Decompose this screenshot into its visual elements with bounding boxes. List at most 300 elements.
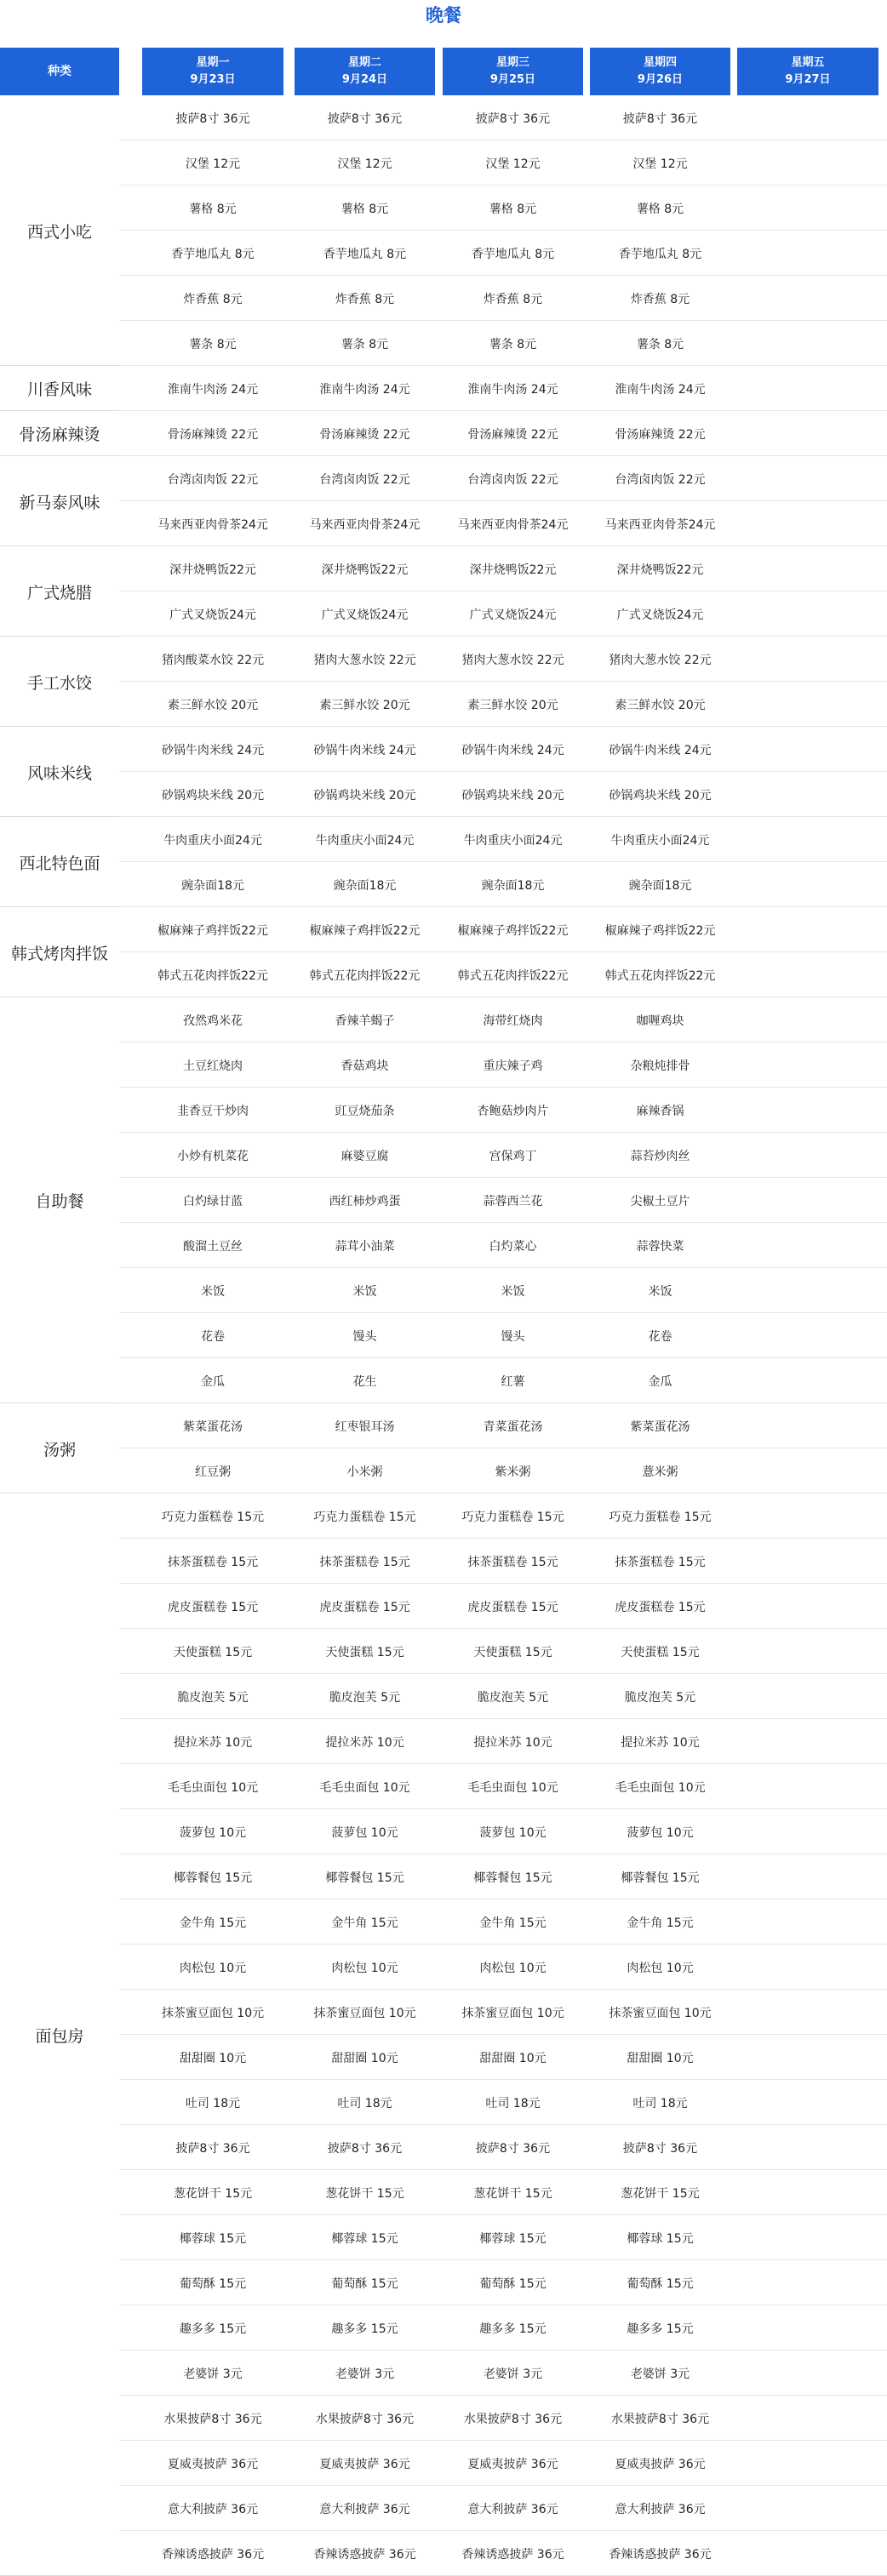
menu-item: 意大利披萨 36元 (615, 2502, 706, 2516)
menu-item: 西红柿炒鸡蛋 (329, 1194, 401, 1208)
menu-item: 汉堡 12元 (337, 157, 392, 171)
menu-item: 抹茶蜜豆面包 10元 (609, 2006, 712, 2020)
menu-item: 水果披萨8寸 36元 (463, 2412, 563, 2426)
menu-item: 猪肉大葱水饺 22元 (313, 653, 416, 667)
menu-item: 脆皮泡芙 5元 (477, 1690, 549, 1705)
menu-item: 金牛角 15元 (479, 1916, 547, 1930)
menu-item: 毛毛虫面包 10元 (467, 1780, 558, 1795)
menu-item: 毛毛虫面包 10元 (319, 1780, 410, 1795)
menu-item: 葱花饼干 15元 (621, 2186, 700, 2201)
menu-item: 猪肉大葱水饺 22元 (461, 653, 564, 667)
menu-item: 抹茶蜜豆面包 10元 (161, 2006, 265, 2020)
category-label: 自助餐 (35, 1192, 84, 1211)
menu-item: 素三鲜水饺 20元 (319, 698, 410, 712)
menu-item: 香辣诱惑披萨 36元 (161, 2547, 265, 2562)
menu-item: 意大利披萨 36元 (167, 2502, 259, 2516)
menu-item: 香辣诱惑披萨 36元 (461, 2547, 564, 2562)
menu-item: 吐司 18元 (337, 2096, 392, 2110)
table-row (0, 1674, 887, 1719)
table-row (0, 1448, 887, 1494)
menu-item: 香菇鸡块 (340, 1059, 389, 1073)
table-row (0, 2350, 887, 2396)
menu-item: 菠萝包 10元 (479, 1825, 547, 1840)
menu-item: 椒麻辣子鸡拌饭22元 (604, 923, 716, 938)
menu-item: 重庆辣子鸡 (483, 1059, 543, 1073)
table-row (0, 817, 887, 862)
table-row (0, 2170, 887, 2215)
table-row (0, 1042, 887, 1088)
menu-item: 老婆饼 3元 (483, 2367, 543, 2381)
menu-item: 素三鲜水饺 20元 (467, 698, 558, 712)
menu-item: 葡萄酥 15元 (331, 2276, 398, 2291)
menu-item: 吐司 18元 (485, 2096, 541, 2110)
menu-item: 趣多多 15元 (331, 2322, 398, 2336)
header-category-label: 种类 (48, 65, 72, 78)
category-label: 广式烧腊 (26, 583, 92, 603)
table-row (0, 1629, 887, 1674)
menu-item: 砂锅鸡块米线 20元 (313, 788, 416, 803)
menu-item: 小米粥 (346, 1465, 383, 1479)
menu-item: 花生 (352, 1374, 377, 1389)
table-row (0, 2396, 887, 2441)
table-row (0, 952, 887, 997)
menu-item: 薯条 8元 (340, 337, 389, 351)
menu-item: 豇豆烧茄条 (335, 1104, 395, 1118)
menu-item: 宫保鸡丁 (489, 1149, 537, 1163)
menu-item: 抹茶蛋糕卷 15元 (467, 1555, 558, 1569)
table-row (0, 772, 887, 817)
menu-item: 猪肉大葱水饺 22元 (609, 653, 712, 667)
menu-item: 披萨8寸 36元 (475, 2141, 551, 2156)
menu-item: 趣多多 15元 (179, 2322, 247, 2336)
table-row (0, 501, 887, 546)
category-label: 面包房 (35, 2026, 84, 2046)
menu-item: 炸香蕉 8元 (335, 292, 395, 306)
menu-item: 花卷 (648, 1329, 672, 1344)
menu-item: 牛肉重庆小面24元 (610, 833, 710, 848)
table-row (0, 907, 887, 952)
menu-item: 意大利披萨 36元 (467, 2502, 558, 2516)
menu-item: 马来西亚肉骨茶24元 (604, 517, 716, 532)
table-row (0, 637, 887, 682)
menu-item: 砂锅牛肉米线 24元 (609, 743, 712, 757)
table-row (0, 1719, 887, 1764)
table-row (0, 727, 887, 772)
menu-item: 豌杂面18元 (333, 878, 397, 893)
menu-item: 肉松包 10元 (627, 1961, 694, 1975)
menu-item: 馒头 (501, 1329, 525, 1344)
header-weekday: 星期一 (196, 56, 230, 69)
menu-item: 葱花饼干 15元 (325, 2186, 404, 2201)
menu-item: 韩式五花肉拌饭22元 (309, 968, 421, 983)
menu-item: 蒜蓉西兰花 (483, 1194, 543, 1208)
header-date: 9月25日 (489, 73, 536, 86)
menu-item: 广式叉烧饭24元 (321, 608, 409, 622)
menu-item: 炸香蕉 8元 (483, 292, 543, 306)
menu-item: 香芋地瓜丸 8元 (323, 247, 407, 261)
table-row (0, 1178, 887, 1223)
table-row (0, 1223, 887, 1268)
category-label: 骨汤麻辣烫 (19, 426, 100, 444)
menu-item: 虎皮蛋糕卷 15元 (467, 1600, 558, 1614)
table-row (0, 276, 887, 321)
menu-item: 汉堡 12元 (185, 157, 241, 171)
table-row (0, 321, 887, 366)
menu-item: 砂锅鸡块米线 20元 (609, 788, 712, 803)
menu-item: 天使蛋糕 15元 (173, 1645, 253, 1659)
menu-item: 提拉米苏 10元 (173, 1735, 253, 1750)
menu-item: 薯条 8元 (636, 337, 684, 351)
menu-item: 汉堡 12元 (485, 157, 541, 171)
table-row (0, 1358, 887, 1403)
menu-item: 酸溜土豆丝 (183, 1239, 243, 1254)
menu-item: 淮南牛肉汤 24元 (467, 382, 558, 397)
menu-item: 韩式五花肉拌饭22元 (604, 968, 716, 983)
menu-item: 披萨8寸 36元 (622, 111, 698, 126)
category-label: 手工水饺 (26, 673, 92, 693)
menu-item: 白灼绿甘蓝 (183, 1194, 243, 1208)
menu-item: 甜甜圈 10元 (479, 2051, 547, 2065)
category-label: 川香风味 (26, 380, 92, 399)
menu-item: 夏威夷披萨 36元 (167, 2457, 259, 2471)
menu-item: 薯格 8元 (636, 202, 684, 216)
menu-item: 海带红烧肉 (483, 1014, 543, 1028)
menu-item: 椒麻辣子鸡拌饭22元 (309, 923, 421, 938)
menu-item: 砂锅牛肉米线 24元 (313, 743, 416, 757)
table-row (0, 1809, 887, 1854)
menu-item: 抹茶蜜豆面包 10元 (461, 2006, 564, 2020)
menu-item: 薏米粥 (642, 1465, 678, 1479)
menu-item: 炸香蕉 8元 (183, 292, 243, 306)
menu-item: 砂锅鸡块米线 20元 (461, 788, 564, 803)
menu-item: 韩式五花肉拌饭22元 (157, 968, 268, 983)
table-header (0, 48, 887, 95)
menu-item: 土豆红烧肉 (183, 1059, 243, 1073)
menu-item: 花卷 (201, 1329, 225, 1344)
menu-item: 脆皮泡芙 5元 (624, 1690, 696, 1705)
menu-item: 天使蛋糕 15元 (473, 1645, 552, 1659)
menu-item: 香芋地瓜丸 8元 (618, 247, 702, 261)
menu-item: 台湾卤肉饭 22元 (167, 472, 259, 487)
menu-item: 台湾卤肉饭 22元 (467, 472, 558, 487)
menu-item: 提拉米苏 10元 (473, 1735, 552, 1750)
menu-item: 小炒有机菜花 (177, 1149, 249, 1163)
menu-item: 红豆粥 (195, 1465, 231, 1479)
menu-item: 夏威夷披萨 36元 (319, 2457, 410, 2471)
table-row (0, 1854, 887, 1899)
menu-item: 水果披萨8寸 36元 (610, 2412, 710, 2426)
menu-item: 椰蓉球 15元 (331, 2231, 398, 2246)
table-row (0, 1313, 887, 1358)
header-day (443, 48, 583, 95)
table-row (0, 95, 887, 140)
table-row (0, 862, 887, 907)
menu-item: 脆皮泡芙 5元 (329, 1690, 401, 1705)
menu-item: 披萨8寸 36元 (622, 2141, 698, 2156)
menu-item: 趣多多 15元 (479, 2322, 547, 2336)
menu-item: 深井烧鸭饭22元 (321, 563, 409, 577)
menu-item: 孜然鸡米花 (183, 1014, 243, 1028)
menu-item: 广式叉烧饭24元 (169, 608, 256, 622)
menu-item: 披萨8寸 36元 (175, 111, 250, 126)
category-label: 新马泰风味 (19, 493, 100, 512)
menu-item: 金瓜 (201, 1374, 225, 1389)
table-row (0, 186, 887, 231)
menu-item: 骨汤麻辣烫 22元 (167, 427, 259, 442)
menu-item: 金牛角 15元 (331, 1916, 398, 1930)
table-row (0, 1133, 887, 1178)
table-row (0, 1403, 887, 1448)
menu-item: 椰蓉球 15元 (479, 2231, 547, 2246)
header-date: 9月23日 (190, 73, 236, 86)
menu-item: 馒头 (352, 1329, 377, 1344)
menu-item: 蒜蓉快菜 (636, 1239, 684, 1254)
menu-item: 米饭 (648, 1284, 672, 1299)
menu-item: 豌杂面18元 (181, 878, 244, 893)
menu-item: 抹茶蛋糕卷 15元 (167, 1555, 259, 1569)
menu-item: 椰蓉餐包 15元 (173, 1871, 253, 1885)
menu-item: 菠萝包 10元 (627, 1825, 694, 1840)
menu-item: 牛肉重庆小面24元 (163, 833, 262, 848)
page-title: 晚餐 (426, 5, 461, 26)
menu-item: 汉堡 12元 (632, 157, 688, 171)
menu-item: 猪肉酸菜水饺 22元 (161, 653, 265, 667)
menu-item: 深井烧鸭饭22元 (616, 563, 704, 577)
header-weekday: 星期二 (347, 56, 381, 69)
menu-item: 米饭 (201, 1284, 225, 1299)
menu-item: 炸香蕉 8元 (630, 292, 690, 306)
menu-item: 广式叉烧饭24元 (616, 608, 704, 622)
menu-item: 葱花饼干 15元 (173, 2186, 253, 2201)
menu-item: 椒麻辣子鸡拌饭22元 (157, 923, 268, 938)
menu-item: 菠萝包 10元 (331, 1825, 398, 1840)
menu-item: 红枣银耳汤 (335, 1419, 395, 1434)
menu-item: 紫菜蛋花汤 (183, 1419, 243, 1434)
menu-item: 甜甜圈 10元 (179, 2051, 247, 2065)
header-date: 9月24日 (341, 73, 388, 86)
menu-item: 白灼菜心 (489, 1239, 537, 1254)
menu-item: 天使蛋糕 15元 (621, 1645, 700, 1659)
menu-item: 韭香豆干炒肉 (177, 1104, 249, 1118)
menu-item: 广式叉烧饭24元 (469, 608, 557, 622)
menu-item: 香辣诱惑披萨 36元 (313, 2547, 416, 2562)
table-row (0, 1764, 887, 1809)
menu-item: 披萨8寸 36元 (327, 2141, 403, 2156)
menu-item: 提拉米苏 10元 (621, 1735, 700, 1750)
menu-item: 巧克力蛋糕卷 15元 (609, 1510, 712, 1524)
menu-item: 椰蓉球 15元 (179, 2231, 247, 2246)
menu-item: 青菜蛋花汤 (483, 1419, 543, 1434)
menu-item: 砂锅牛肉米线 24元 (461, 743, 564, 757)
table-row (0, 2080, 887, 2125)
menu-item: 香辣羊蝎子 (335, 1014, 395, 1028)
menu-item: 菠萝包 10元 (179, 1825, 247, 1840)
category-label: 西北特色面 (19, 854, 100, 873)
menu-item: 肉松包 10元 (179, 1961, 247, 1975)
menu-item: 骨汤麻辣烫 22元 (615, 427, 706, 442)
category-label: 韩式烤肉拌饭 (10, 944, 108, 963)
table-row (0, 1990, 887, 2035)
menu-item: 素三鲜水饺 20元 (615, 698, 706, 712)
table-row (0, 2260, 887, 2305)
menu-item: 紫菜蛋花汤 (630, 1419, 690, 1434)
menu-item: 抹茶蛋糕卷 15元 (615, 1555, 706, 1569)
menu-item: 淮南牛肉汤 24元 (319, 382, 410, 397)
menu-item: 椰蓉餐包 15元 (473, 1871, 552, 1885)
menu-item: 淮南牛肉汤 24元 (615, 382, 706, 397)
menu-item: 虎皮蛋糕卷 15元 (615, 1600, 706, 1614)
table-row (0, 1494, 887, 1539)
menu-item: 夏威夷披萨 36元 (615, 2457, 706, 2471)
table-row (0, 2215, 887, 2260)
menu-item: 椒麻辣子鸡拌饭22元 (457, 923, 569, 938)
header-day (295, 48, 435, 95)
table-row (0, 997, 887, 1042)
category-label: 风味米线 (26, 763, 92, 783)
table-row (0, 1945, 887, 1990)
menu-table (0, 95, 887, 2576)
menu-item: 金牛角 15元 (627, 1916, 694, 1930)
table-row (0, 1088, 887, 1133)
menu-item: 砂锅牛肉米线 24元 (161, 743, 265, 757)
menu-item: 抹茶蜜豆面包 10元 (313, 2006, 416, 2020)
menu-item: 紫米粥 (495, 1465, 531, 1479)
menu-item: 薯格 8元 (189, 202, 237, 216)
menu-item: 韩式五花肉拌饭22元 (457, 968, 569, 983)
table-row (0, 682, 887, 727)
menu-item: 砂锅鸡块米线 20元 (161, 788, 265, 803)
header-weekday: 星期三 (495, 56, 529, 69)
table-row (0, 1539, 887, 1584)
menu-item: 淮南牛肉汤 24元 (167, 382, 259, 397)
menu-item: 杂粮炖排骨 (630, 1059, 690, 1073)
table-row (0, 2441, 887, 2486)
menu-item: 虎皮蛋糕卷 15元 (319, 1600, 410, 1614)
menu-item: 骨汤麻辣烫 22元 (319, 427, 410, 442)
menu-item: 深井烧鸭饭22元 (469, 563, 557, 577)
menu-item: 马来西亚肉骨茶24元 (457, 517, 569, 532)
menu-item: 肉松包 10元 (331, 1961, 398, 1975)
menu-item: 麻婆豆腐 (340, 1149, 389, 1163)
header-weekday: 星期五 (791, 56, 825, 69)
menu-item: 尖椒土豆片 (630, 1194, 690, 1208)
menu-item: 天使蛋糕 15元 (325, 1645, 404, 1659)
category-label: 西式小吃 (26, 222, 92, 242)
table-row (0, 2486, 887, 2531)
menu-item: 毛毛虫面包 10元 (615, 1780, 706, 1795)
menu-item: 披萨8寸 36元 (327, 111, 403, 126)
menu-item: 咖喱鸡块 (636, 1014, 684, 1028)
menu-item: 披萨8寸 36元 (175, 2141, 250, 2156)
menu-item: 老婆饼 3元 (630, 2367, 690, 2381)
menu-item: 葱花饼干 15元 (473, 2186, 552, 2201)
menu-item: 马来西亚肉骨茶24元 (157, 517, 268, 532)
menu-item: 椰蓉餐包 15元 (621, 1871, 700, 1885)
table-row (0, 2035, 887, 2080)
header-day (737, 48, 878, 95)
menu-item: 椰蓉球 15元 (627, 2231, 694, 2246)
menu-item: 牛肉重庆小面24元 (463, 833, 563, 848)
table-row (0, 456, 887, 501)
table-row (0, 546, 887, 591)
menu-item: 葡萄酥 15元 (479, 2276, 547, 2291)
menu-item: 抹茶蛋糕卷 15元 (319, 1555, 410, 1569)
menu-item: 骨汤麻辣烫 22元 (467, 427, 558, 442)
header-day (142, 48, 283, 95)
category-label: 汤粥 (43, 1440, 76, 1459)
menu-item: 香芋地瓜丸 8元 (171, 247, 255, 261)
table-row (0, 591, 887, 637)
menu-item: 香芋地瓜丸 8元 (471, 247, 555, 261)
menu-item: 马来西亚肉骨茶24元 (309, 517, 421, 532)
menu-item: 水果披萨8寸 36元 (315, 2412, 415, 2426)
menu-item: 台湾卤肉饭 22元 (615, 472, 706, 487)
menu-item: 豌杂面18元 (481, 878, 545, 893)
header-date: 9月26日 (637, 73, 684, 86)
menu-item: 甜甜圈 10元 (627, 2051, 694, 2065)
header-date: 9月27日 (785, 73, 831, 86)
table-row (0, 1899, 887, 1945)
table-row (0, 2125, 887, 2170)
menu-item: 葡萄酥 15元 (627, 2276, 694, 2291)
table-row (0, 1268, 887, 1313)
table-row (0, 411, 887, 456)
menu-item: 老婆饼 3元 (335, 2367, 395, 2381)
menu-item: 米饭 (501, 1284, 525, 1299)
menu-item: 甜甜圈 10元 (331, 2051, 398, 2065)
menu-item: 巧克力蛋糕卷 15元 (461, 1510, 564, 1524)
menu-item: 薯条 8元 (189, 337, 237, 351)
menu-item: 意大利披萨 36元 (319, 2502, 410, 2516)
menu-item: 蒜茸小油菜 (335, 1239, 395, 1254)
table-row (0, 2531, 887, 2576)
menu-item: 金牛角 15元 (179, 1916, 247, 1930)
menu-item: 椰蓉餐包 15元 (325, 1871, 404, 1885)
menu-item: 趣多多 15元 (627, 2322, 694, 2336)
menu-item: 薯条 8元 (489, 337, 537, 351)
menu-item: 肉松包 10元 (479, 1961, 547, 1975)
table-row (0, 231, 887, 276)
menu-item: 提拉米苏 10元 (325, 1735, 404, 1750)
menu-item: 薯格 8元 (340, 202, 389, 216)
table-row (0, 366, 887, 411)
menu-item: 蒜苔炒肉丝 (630, 1149, 690, 1163)
table-row (0, 2305, 887, 2350)
header-weekday: 星期四 (643, 56, 677, 69)
menu-item: 毛毛虫面包 10元 (167, 1780, 259, 1795)
menu-item: 金瓜 (648, 1374, 672, 1389)
menu-item: 红薯 (501, 1374, 525, 1389)
menu-item: 吐司 18元 (632, 2096, 688, 2110)
menu-item: 水果披萨8寸 36元 (163, 2412, 262, 2426)
menu-item: 吐司 18元 (185, 2096, 241, 2110)
menu-item: 香辣诱惑披萨 36元 (609, 2547, 712, 2562)
table-row (0, 140, 887, 186)
menu-item: 台湾卤肉饭 22元 (319, 472, 410, 487)
menu-item: 豌杂面18元 (628, 878, 692, 893)
menu-item: 米饭 (352, 1284, 377, 1299)
menu-item: 老婆饼 3元 (183, 2367, 243, 2381)
menu-item: 素三鲜水饺 20元 (167, 698, 259, 712)
menu-item: 披萨8寸 36元 (475, 111, 551, 126)
menu-item: 杏鲍菇炒肉片 (477, 1104, 549, 1118)
menu-item: 葡萄酥 15元 (179, 2276, 247, 2291)
menu-item: 麻辣香锅 (636, 1104, 684, 1118)
header-day (590, 48, 730, 95)
menu-item: 牛肉重庆小面24元 (315, 833, 415, 848)
menu-item: 虎皮蛋糕卷 15元 (167, 1600, 259, 1614)
menu-item: 夏威夷披萨 36元 (467, 2457, 558, 2471)
